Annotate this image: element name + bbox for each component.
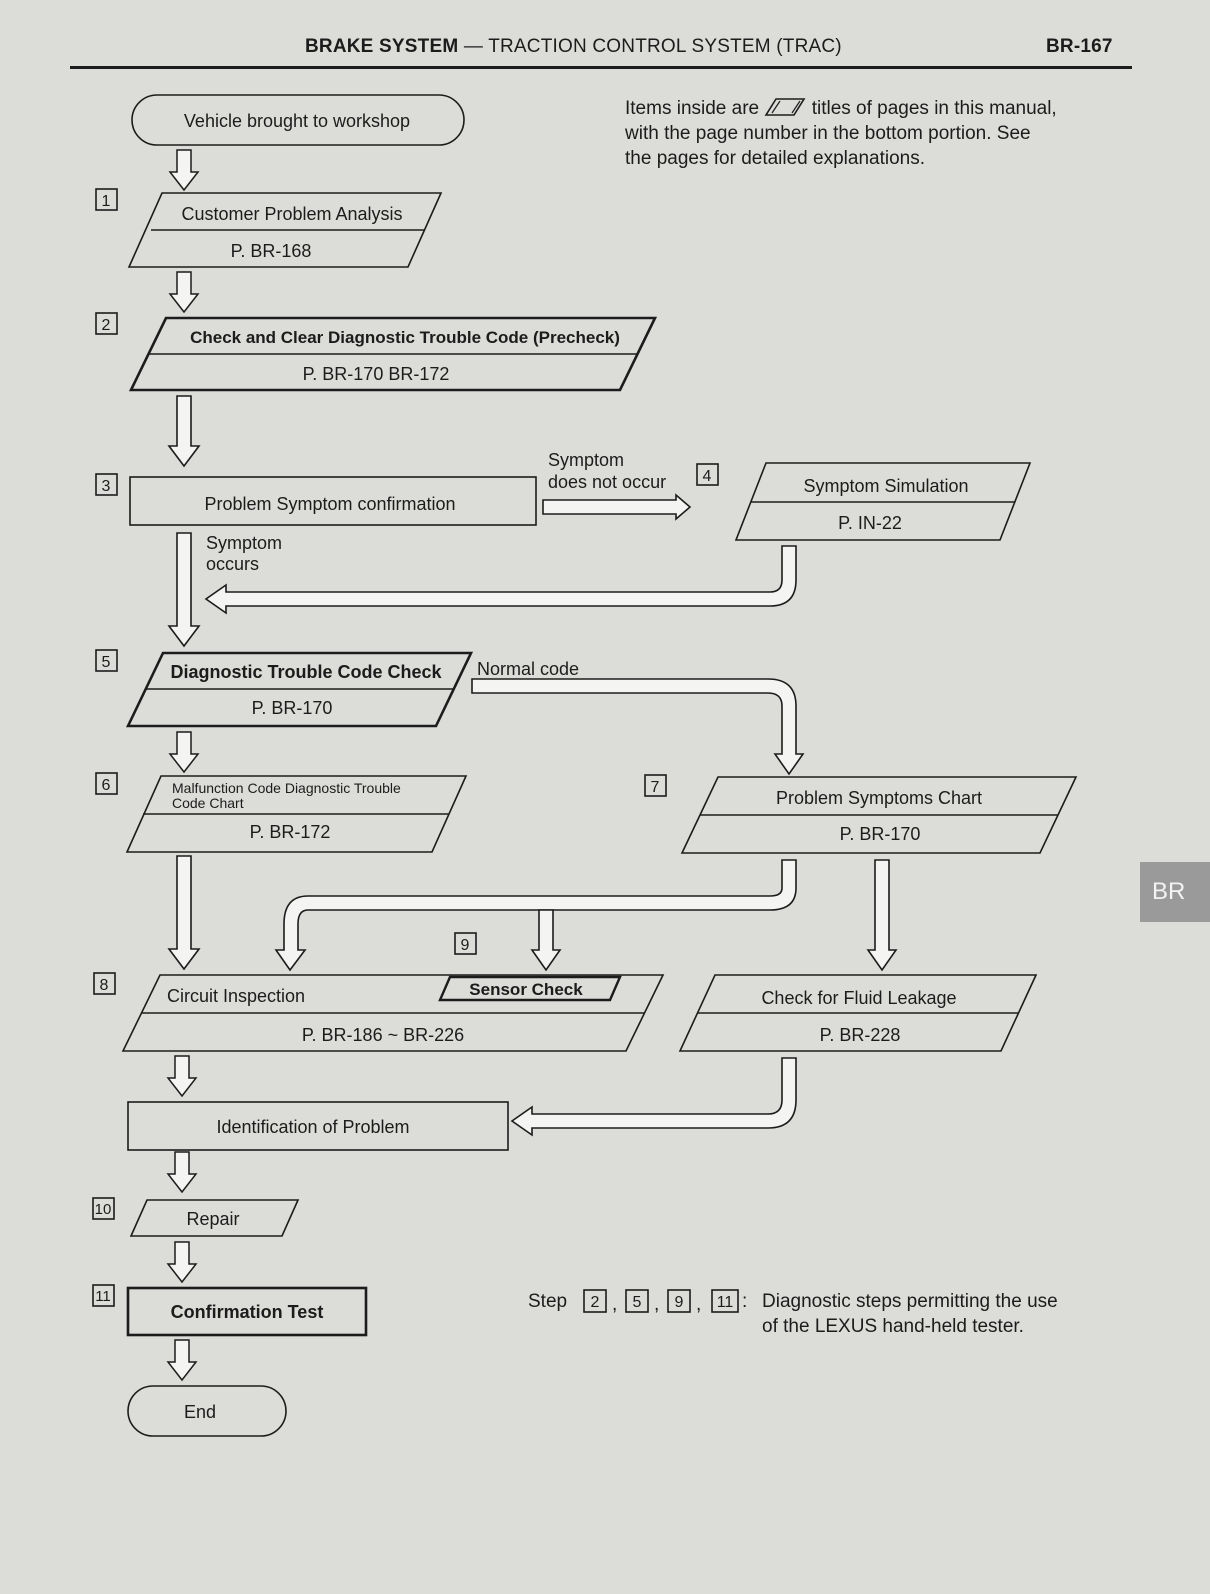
svg-text:,: , xyxy=(612,1294,618,1315)
step-5-title: Diagnostic Trouble Code Check xyxy=(170,662,442,682)
footnote-step-2: 2 xyxy=(590,1294,600,1311)
start-label: Vehicle brought to workshop xyxy=(183,111,411,131)
header-system: BRAKE SYSTEM xyxy=(305,36,459,57)
step-8-page: P. BR-186 ~ BR-226 xyxy=(301,1025,465,1045)
step-number-11: 11 xyxy=(95,1288,111,1305)
step-7-title: Problem Symptoms Chart xyxy=(775,788,983,808)
step-1-title: Customer Problem Analysis xyxy=(181,204,403,224)
step-number-1: 1 xyxy=(101,193,111,210)
identification-label: Identification of Problem xyxy=(216,1117,410,1137)
section-tab: BR xyxy=(1140,862,1210,922)
step-6-title-line1: Malfunction Code Diagnostic Trouble xyxy=(172,780,401,796)
confirmation-label: Confirmation Test xyxy=(170,1302,324,1322)
down-arrow-icon xyxy=(168,1340,196,1380)
step-number-2: 2 xyxy=(101,317,111,334)
down-arrow-icon xyxy=(169,856,199,969)
step-number-3: 3 xyxy=(101,478,111,495)
to-sensor-arrow xyxy=(532,910,560,970)
down-arrow-icon xyxy=(168,1056,196,1096)
repair-label: Repair xyxy=(186,1209,240,1229)
step-number-7: 7 xyxy=(650,779,660,796)
down-arrow-icon xyxy=(170,272,198,312)
step-number-5: 5 xyxy=(101,654,111,671)
fluid-page: P. BR-228 xyxy=(819,1025,901,1045)
down-arrow-icon xyxy=(168,1152,196,1192)
normal-code-arrow xyxy=(472,679,803,774)
legend-line2: with the page number in the bottom portion. See xyxy=(625,123,1031,144)
step-2-title: Check and Clear Diagnostic Trouble Code (Precheck) xyxy=(190,328,620,347)
step-2-page: P. BR-170 BR-172 xyxy=(302,364,450,384)
svg-text::: : xyxy=(742,1291,748,1312)
down-arrow-icon xyxy=(170,732,198,772)
step-4-title: Symptom Simulation xyxy=(803,476,969,496)
step-8-title: Circuit Inspection xyxy=(167,986,306,1006)
normal-code-label: Normal code xyxy=(477,659,580,679)
step-4-page: P. IN-22 xyxy=(838,513,902,533)
step-3-title: Problem Symptom confirmation xyxy=(204,494,456,514)
step-7-page: P. BR-170 xyxy=(839,824,921,844)
no-occur-line1: Symptom xyxy=(548,450,625,470)
sensor-check-label: Sensor Check xyxy=(469,980,583,999)
svg-text:,: , xyxy=(654,1294,660,1315)
step-number-10: 10 xyxy=(94,1201,112,1218)
down-arrow-icon xyxy=(169,533,199,646)
legend-before: Items inside are xyxy=(625,98,760,119)
footnote-line2: of the LEXUS hand-held tester. xyxy=(762,1316,1024,1337)
end-label: End xyxy=(183,1402,217,1422)
footnote-step-label: Step xyxy=(528,1291,568,1312)
occurs-line1: Symptom xyxy=(206,533,283,553)
legend-after: titles of pages in this manual, xyxy=(811,98,1057,119)
step-number-8: 8 xyxy=(99,977,109,994)
step-6-title-line2: Code Chart xyxy=(172,795,244,811)
occurs-line2: occurs xyxy=(206,554,260,574)
right-arrow-icon xyxy=(543,495,690,519)
fluid-title: Check for Fluid Leakage xyxy=(761,988,957,1008)
step-1-page: P. BR-168 xyxy=(230,241,312,261)
footnote-line1: Diagnostic steps permitting the use xyxy=(762,1291,1058,1312)
left-arrow-icon xyxy=(512,1058,796,1135)
footnote-step-5: 5 xyxy=(632,1294,642,1311)
step-6-page: P. BR-172 xyxy=(249,822,331,842)
down-arrow-icon xyxy=(169,396,199,466)
down-arrow-icon xyxy=(170,150,198,190)
step-5-page: P. BR-170 xyxy=(251,698,333,718)
header-dash: — xyxy=(463,36,484,57)
no-occur-line2: does not occur xyxy=(548,472,667,492)
to-fluid-arrow xyxy=(868,860,896,970)
footnote-step-9: 9 xyxy=(674,1294,684,1311)
legend-line3: the pages for detailed explanations. xyxy=(625,148,925,169)
down-arrow-icon xyxy=(168,1242,196,1282)
left-arrow-icon xyxy=(206,546,796,613)
header-section: TRACTION CONTROL SYSTEM (TRAC) xyxy=(488,36,842,57)
step-number-4: 4 xyxy=(702,468,712,485)
step-number-9: 9 xyxy=(460,937,470,954)
step-number-6: 6 xyxy=(101,777,111,794)
footnote-step-11: 11 xyxy=(716,1294,734,1311)
header-page: BR-167 xyxy=(1046,36,1113,57)
svg-text:,: , xyxy=(696,1294,702,1315)
